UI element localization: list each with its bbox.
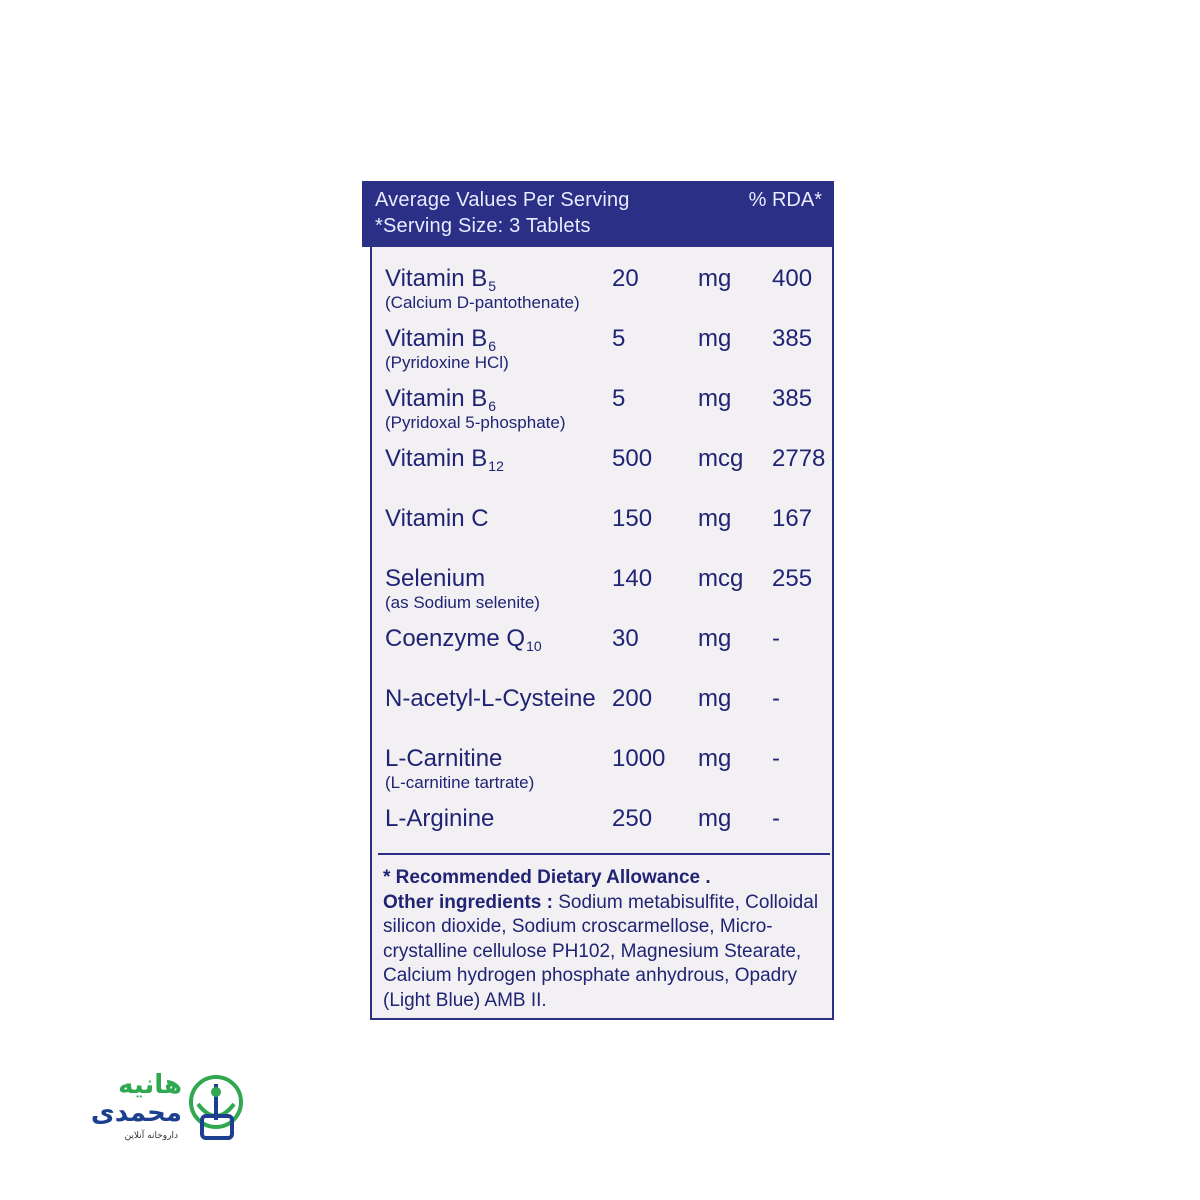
nutrient-subscript: 6 — [488, 398, 497, 414]
nutrient-name: N-acetyl-L-Cysteine — [385, 685, 596, 712]
nutrient-unit: mg — [698, 805, 732, 832]
footer-notes — [383, 866, 829, 1014]
other-ingredients-text: Sodium metabisulfite, Colloidal silicon dioxide, Sodium croscarmellose, Micro-crystalline cellulose PH102, Magnesium Stearate, Calcium hydrogen phosphate anhydrous, Opadry (Light Blue) AMB II. — [383, 891, 819, 1011]
panel-header — [362, 181, 834, 247]
nutrient-row — [372, 805, 836, 865]
nutrient-unit: mg — [698, 745, 732, 772]
logo-name-line2: محمدی — [90, 1098, 182, 1128]
nutrient-unit: mcg — [698, 445, 744, 472]
nutrient-note: (L-carnitine tartrate) — [385, 773, 535, 792]
nutrient-rda: - — [772, 625, 780, 652]
header-serving-size: *Serving Size: 3 Tablets — [375, 215, 591, 237]
nutrient-rda: 400 — [772, 265, 813, 292]
nutrient-note: (Calcium D-pantothenate) — [385, 293, 580, 312]
nutrient-row — [372, 505, 836, 565]
rda-footnote: * Recommended Dietary Allowance . — [383, 867, 711, 888]
nutrient-subscript: 12 — [488, 458, 504, 474]
nutrient-subscript: 6 — [488, 338, 497, 354]
nutrient-unit: mg — [698, 385, 732, 412]
nutrient-rda: - — [772, 685, 780, 712]
nutrient-row — [372, 565, 836, 625]
nutrient-row — [372, 445, 836, 505]
nutrient-amount: 200 — [612, 685, 653, 712]
nutrient-unit: mg — [698, 265, 732, 292]
nutrient-subscript: 10 — [526, 638, 542, 654]
nutrient-amount: 140 — [612, 565, 653, 592]
nutrient-name: Selenium — [385, 565, 486, 592]
nutrient-name: Vitamin $B_6$ — [385, 385, 497, 414]
nutrient-row — [372, 265, 836, 325]
nutrient-row — [372, 745, 836, 805]
other-ingredients-label: Other ingredients : — [383, 891, 553, 913]
nutrient-name: Coenzyme $Q_{10}$ — [385, 625, 542, 654]
nutrient-unit: mg — [698, 685, 732, 712]
nutrient-rda: 167 — [772, 505, 813, 532]
nutrient-rda: - — [772, 805, 780, 832]
header-title: Average Values Per Serving — [375, 189, 630, 211]
nutrient-rda: 385 — [772, 325, 813, 352]
nutrient-row — [372, 385, 836, 445]
nutrient-amount: 150 — [612, 505, 653, 532]
nutrient-rda: - — [772, 745, 780, 772]
nutrient-amount: 5 — [612, 325, 626, 352]
nutrient-name: Vitamin C — [385, 505, 489, 532]
nutrient-unit: mg — [698, 325, 732, 352]
nutrient-row — [372, 625, 836, 685]
nutrient-note: (Pyridoxal 5-phosphate) — [385, 413, 566, 432]
header-rda-label: % RDA* — [748, 189, 822, 211]
nutrient-amount: 5 — [612, 385, 626, 412]
nutrient-rda: 385 — [772, 385, 813, 412]
nutrient-note: (Pyridoxine HCl) — [385, 353, 509, 372]
divider — [378, 853, 830, 855]
nutrient-rda: 255 — [772, 565, 813, 592]
nutrient-amount: 30 — [612, 625, 639, 652]
nutrient-name: Vitamin $B_6$ — [385, 325, 497, 354]
nutrient-amount: 500 — [612, 445, 653, 472]
nutrient-note: (as Sodium selenite) — [385, 593, 540, 612]
nutrient-subscript: 5 — [488, 278, 497, 294]
nutrient-unit: mg — [698, 505, 732, 532]
nutrient-name: Vitamin $B_{12}$ — [385, 445, 504, 474]
nutrient-name: L-Carnitine — [385, 745, 503, 772]
nutrient-rda: 2778 — [772, 445, 826, 472]
logo-name-line1: هانیه — [118, 1070, 182, 1100]
nutrient-amount: 1000 — [612, 745, 666, 772]
nutrient-amount: 20 — [612, 265, 639, 292]
nutrient-amount: 250 — [612, 805, 653, 832]
nutrient-row — [372, 325, 836, 385]
other-ingredients — [383, 891, 829, 1014]
logo-tagline: داروخانه آنلاین — [124, 1131, 178, 1141]
nutrient-name: Vitamin $B_5$ — [385, 265, 497, 294]
nutrient-row — [372, 685, 836, 745]
nutrient-name: L-Arginine — [385, 805, 495, 832]
nutrient-unit: mcg — [698, 565, 744, 592]
logo-emblem-icon — [191, 1077, 241, 1138]
nutrient-unit: mg — [698, 625, 732, 652]
nutrition-panel — [370, 181, 834, 1020]
